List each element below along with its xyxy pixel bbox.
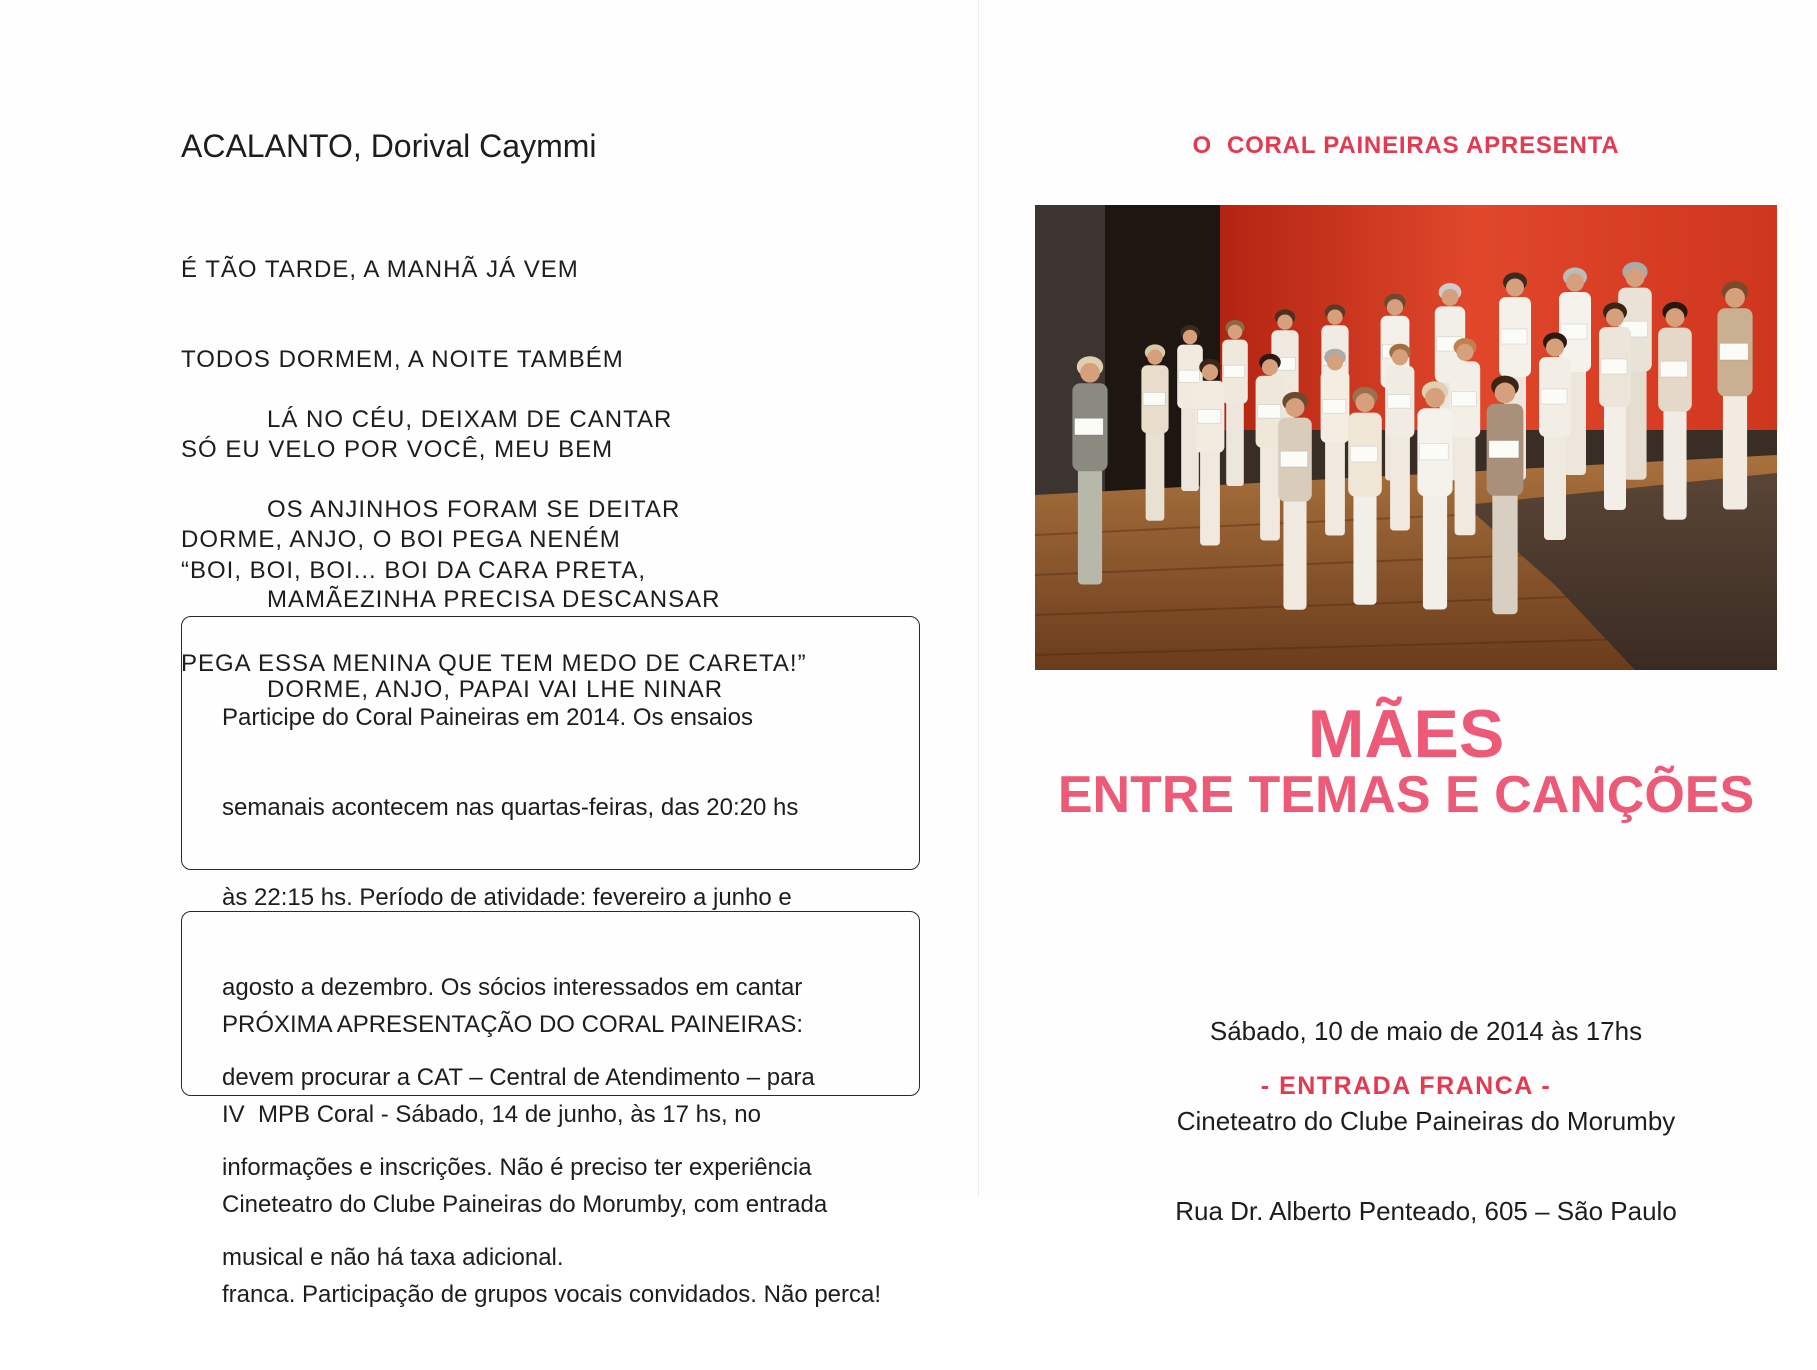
member-face — [1286, 398, 1305, 417]
music-sheet — [1387, 395, 1410, 409]
event-info — [1075, 956, 1777, 1286]
member-face — [1666, 308, 1685, 327]
music-sheet — [1660, 361, 1687, 377]
info-line: semanais acontecem nas quartas-feiras, das 20:20 hs — [222, 794, 799, 821]
event-address: Rua Dr. Alberto Penteado, 605 – São Paulo — [1175, 1196, 1677, 1226]
event-date: Sábado, 10 de maio de 2014 às 17hs — [1209, 1016, 1643, 1046]
member-legs — [1283, 494, 1306, 610]
lyric-line: OS ANJINHOS FORAM SE DEITAR — [267, 496, 681, 523]
member-legs — [1663, 404, 1686, 520]
member-face — [1441, 289, 1458, 306]
music-sheet — [1601, 359, 1627, 374]
member-legs — [1078, 464, 1102, 585]
next-show-heading: PRÓXIMA APRESENTAÇÃO DO CORAL PAINEIRAS: — [222, 1011, 804, 1038]
member-legs — [1492, 488, 1517, 615]
lyric-line: SÓ EU VELO POR VOCÊ, MEU BEM — [181, 436, 614, 463]
member-face — [1228, 325, 1242, 339]
member-face — [1392, 349, 1408, 365]
lyric-line: LÁ NO CÉU, DEIXAM DE CANTAR — [267, 406, 673, 433]
member-legs — [1723, 389, 1747, 510]
next-show-line: Cineteatro do Clube Paineiras do Morumby, com entrada — [222, 1191, 828, 1218]
member-legs — [1200, 447, 1220, 546]
event-title-sub: ENTRE TEMAS E CANÇÕES — [1057, 766, 1755, 824]
member-legs — [1260, 442, 1280, 541]
member-face — [1387, 299, 1403, 315]
member-face — [1262, 359, 1278, 375]
info-line: agosto a dezembro. Os sócios interessados em cantar — [222, 974, 803, 1001]
lyric-line: DORME, ANJO, PAPAI VAI LHE NINAR — [267, 676, 724, 703]
music-sheet — [1452, 392, 1477, 406]
member-legs — [1604, 400, 1626, 510]
music-sheet — [1280, 451, 1307, 467]
music-sheet — [1075, 418, 1104, 435]
music-sheet — [1489, 441, 1519, 458]
member-face — [1327, 354, 1343, 370]
member-face — [1626, 268, 1645, 287]
lyric-line: PEGA ESSA MENINA QUE TEM MEDO DE CARETA!” — [181, 650, 807, 677]
member-face — [1606, 309, 1624, 327]
fold-line — [978, 0, 979, 1197]
member-face — [1080, 363, 1100, 383]
lyric-line: TODOS DORMEM, A NOITE TAMBÉM — [181, 346, 624, 373]
member-legs — [1146, 427, 1165, 521]
music-sheet — [1257, 405, 1280, 419]
music-sheet — [1541, 389, 1567, 404]
lyric-line: “BOI, BOI, BOI... BOI DA CARA PRETA, — [181, 557, 646, 584]
music-sheet — [1197, 410, 1220, 424]
event-title-main: MÃES — [1307, 696, 1505, 772]
presenter-heading: O CORAL PAINEIRAS APRESENTA — [1192, 132, 1620, 159]
member-legs — [1423, 489, 1447, 610]
member-legs — [1455, 431, 1476, 536]
music-sheet — [1143, 392, 1165, 405]
member-face — [1506, 279, 1524, 297]
music-sheet — [1501, 329, 1527, 344]
next-show-line: franca. Participação de grupos vocais convidados. Não perca! — [222, 1281, 882, 1308]
member-face — [1183, 330, 1197, 344]
info-line: informações e inscrições. Não é preciso ter experiência — [222, 1154, 812, 1181]
choir-photo — [1035, 205, 1777, 670]
next-show-line: IV MPB Coral - Sábado, 14 de junho, às 17 hs, no — [222, 1101, 761, 1128]
member-face — [1495, 383, 1516, 404]
member-legs — [1390, 432, 1410, 531]
song-title: ACALANTO, Dorival Caymmi — [181, 128, 597, 164]
music-sheet — [1350, 446, 1377, 462]
info-line: devem procurar a CAT – Central de Atendimento – para — [222, 1064, 815, 1091]
member-face — [1147, 349, 1162, 364]
event-venue: Cineteatro do Clube Paineiras do Morumby — [1176, 1106, 1676, 1136]
member-legs — [1544, 430, 1566, 540]
music-sheet — [1322, 400, 1345, 414]
member-legs — [1325, 437, 1345, 536]
choir-photo-scene — [1035, 205, 1777, 670]
member-face — [1425, 388, 1445, 408]
member-face — [1456, 344, 1473, 361]
member-face — [1566, 274, 1584, 292]
info-line: às 22:15 hs. Período de atividade: fevereiro a junho e — [222, 884, 792, 911]
member-face — [1356, 393, 1375, 412]
info-line: musical e não há taxa adicional. — [222, 1244, 564, 1271]
music-sheet — [1179, 370, 1200, 382]
music-sheet — [1420, 443, 1449, 460]
entrance-note: - ENTRADA FRANCA - — [1260, 1072, 1552, 1100]
lyric-line: É TÃO TARDE, A MANHÃ JÁ VEM — [181, 256, 579, 283]
member-face — [1202, 364, 1218, 380]
member-face — [1725, 288, 1745, 308]
lyric-line: DORME, ANJO, O BOI PEGA NENÉM — [181, 526, 621, 553]
member-legs — [1353, 489, 1376, 605]
lyric-line: MAMÃEZINHA PRECISA DESCANSAR — [267, 586, 721, 613]
member-legs — [1226, 398, 1244, 486]
member-face — [1546, 339, 1564, 357]
member-face — [1277, 314, 1292, 329]
music-sheet — [1224, 365, 1245, 377]
member-face — [1327, 309, 1342, 324]
info-line: Participe do Coral Paineiras em 2014. Os ensaios — [222, 704, 753, 731]
music-sheet — [1720, 343, 1749, 360]
